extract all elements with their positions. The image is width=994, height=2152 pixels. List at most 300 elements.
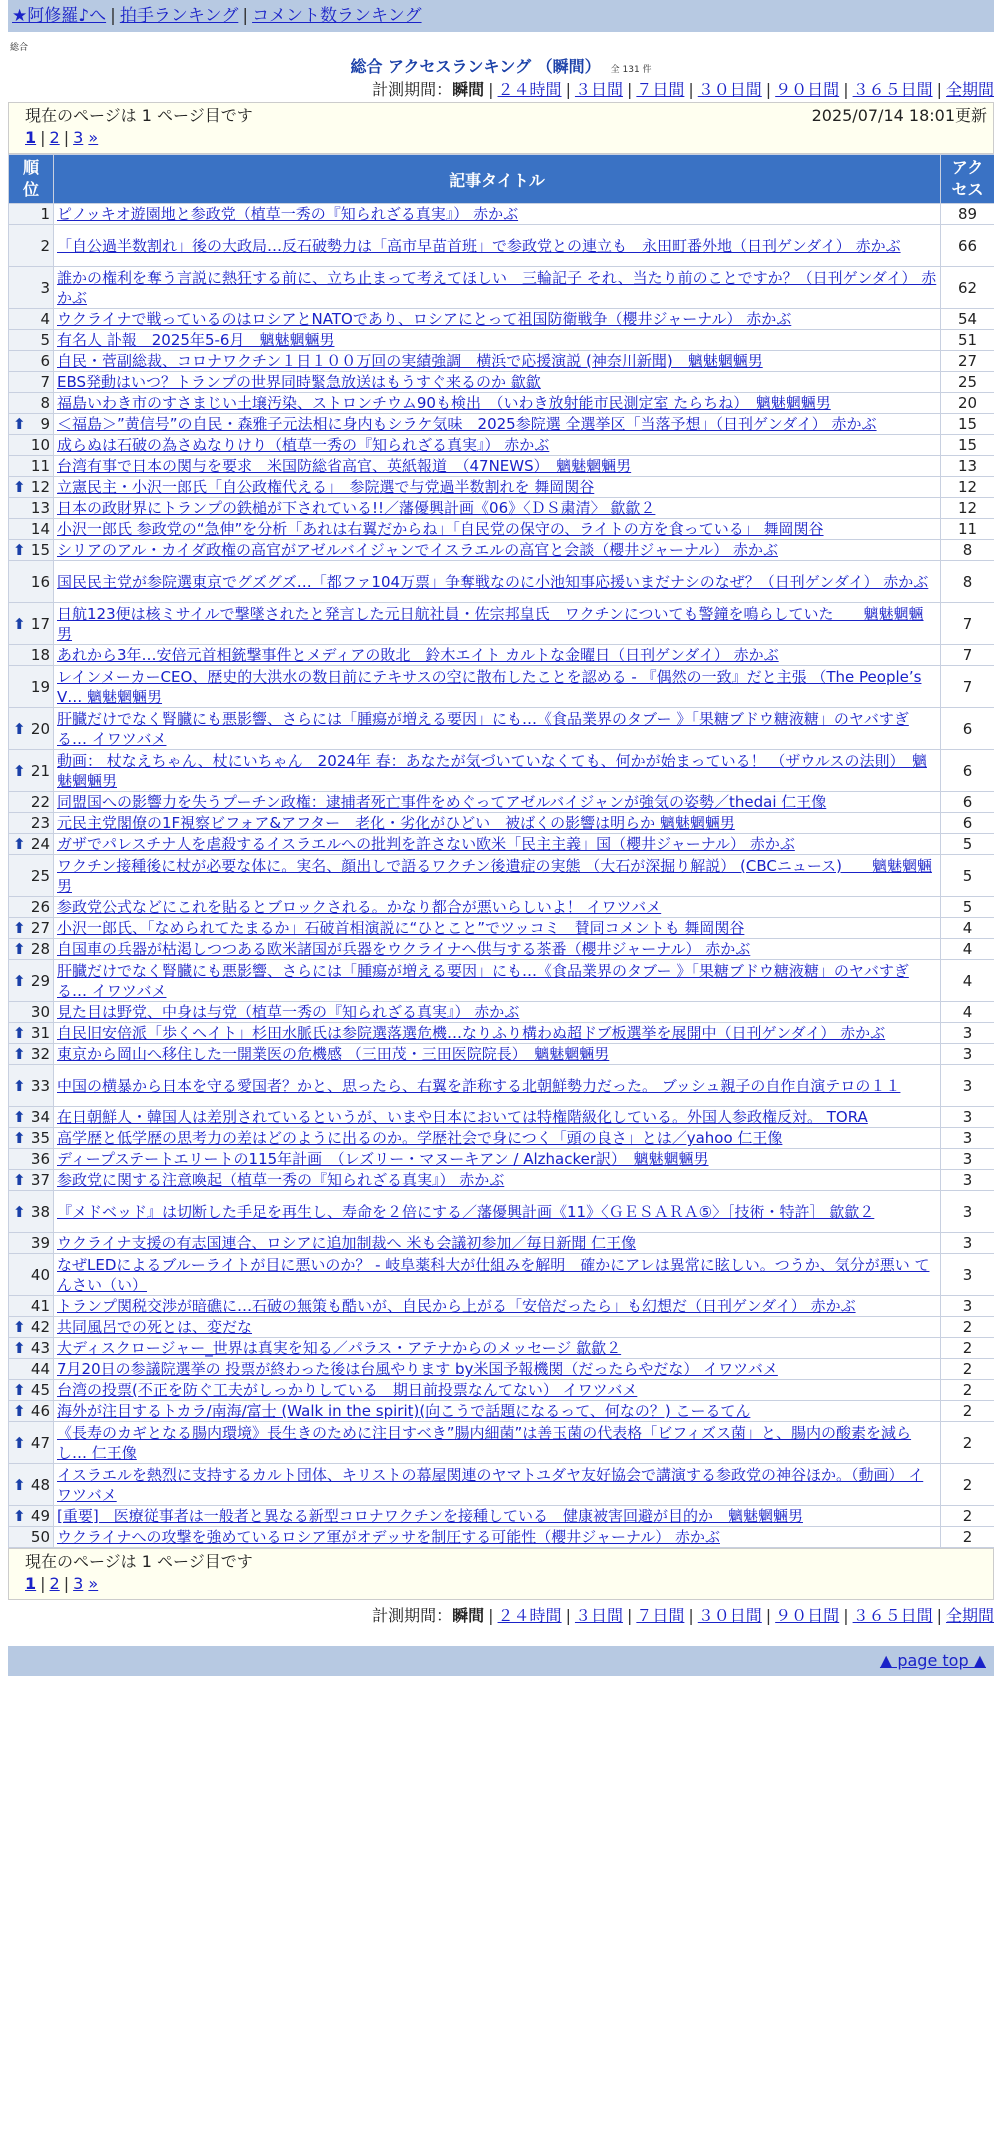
table-row <box>9 792 994 813</box>
title-cell <box>54 855 941 897</box>
access-count: 2 <box>941 1401 994 1422</box>
article-link[interactable]: ＜福島＞”黄信号”の自民・森雅子元法相に身内もシラケ気味 2025参院選 全選挙区「当落予想」（日刊ゲンダイ） 赤かぶ <box>57 415 877 433</box>
article-link[interactable]: あれから3年…安倍元首相銃撃事件とメディアの敗北 鈴木エイト カルトな金曜日（日刊ゲンダイ） 赤かぶ <box>57 646 779 664</box>
rank-up-arrow-icon: ⬆ <box>13 541 26 559</box>
article-link[interactable]: ウクライナへの攻撃を強めているロシア軍がオデッサを制圧する可能性（櫻井ジャーナル） 赤かぶ <box>57 1528 720 1546</box>
rank-up-arrow-icon: ⬆ <box>13 919 26 937</box>
table-row <box>9 267 994 309</box>
title-cell <box>54 918 941 939</box>
table-row <box>9 834 994 855</box>
article-link[interactable]: ウクライナ支援の有志国連合、ロシアに追加制裁へ 米も会議初参加／毎日新聞 仁王像 <box>57 1234 637 1252</box>
rank-cell <box>9 225 54 267</box>
page-title-text: 総合 アクセスランキング （瞬間） <box>350 57 601 76</box>
rank-cell <box>9 1149 54 1170</box>
rank-cell <box>9 1170 54 1191</box>
rank-up-arrow-icon: ⬆ <box>13 415 26 433</box>
rank-cell <box>9 267 54 309</box>
article-link[interactable]: イスラエルを熱烈に支持するカルト団体、キリストの幕屋関連のヤマトユダヤ友好協会で講演する参政党の神谷ほか。（動画） イワツバメ <box>57 1465 924 1504</box>
table-row <box>9 918 994 939</box>
table-row <box>9 351 994 372</box>
rank-cell <box>9 1044 54 1065</box>
comment-ranking-link[interactable]: コメント数ランキング <box>252 6 422 26</box>
access-count: 3 <box>941 1170 994 1191</box>
access-count: 2 <box>941 1380 994 1401</box>
rank-cell <box>9 1317 54 1338</box>
rank-cell <box>9 855 54 897</box>
rank-up-arrow-icon: ⬆ <box>13 1402 26 1420</box>
title-cell <box>54 1002 941 1023</box>
pager-top <box>8 102 994 154</box>
period-separator: | <box>843 80 849 99</box>
rank-cell <box>9 204 54 225</box>
article-link[interactable]: ガザでパレスチナ人を虐殺するイスラエルへの批判を許さない欧米「民主主義」国（櫻井ジャーナル） 赤かぶ <box>57 835 795 853</box>
access-count: 7 <box>941 645 994 666</box>
rank-number: 12 <box>30 478 50 496</box>
pager-bottom <box>8 1548 994 1600</box>
rank-up-arrow-icon: ⬆ <box>13 478 26 496</box>
title-cell <box>54 1338 941 1359</box>
period-link[interactable]: ９０日間 <box>775 80 840 99</box>
article-link[interactable]: 『メドベッド』は切断した手足を再生し、寿命を２倍にする／藩優興計画《11》〈ＧＥＳＡＲＡ⑤〉［技術・特許］ 歙歙２ <box>57 1202 875 1221</box>
title-cell <box>54 1254 941 1296</box>
rank-number: 41 <box>30 1297 50 1315</box>
access-count: 20 <box>941 393 994 414</box>
rank-number: 5 <box>40 331 50 349</box>
article-link[interactable]: 高学歴と低学歴の思考力の差はどのように出るのか。学歴社会で身につく「頭の良さ」とは／yahoo 仁王像 <box>57 1129 783 1147</box>
rank-up-arrow-icon: ⬆ <box>13 1202 26 1221</box>
access-count: 8 <box>941 540 994 561</box>
page-status: 現在のページは 1 ページ目です <box>25 106 253 125</box>
rank-cell <box>9 519 54 540</box>
title-cell <box>54 750 941 792</box>
access-count: 66 <box>941 225 994 267</box>
home-link[interactable]: ★阿修羅♪へ <box>12 6 107 26</box>
article-link[interactable]: 参政党に関する注意喚起（植草一秀の『知られざる真実』） 赤かぶ <box>57 1171 505 1189</box>
access-count: 4 <box>941 960 994 1002</box>
rank-up-arrow-icon: ⬆ <box>13 971 26 990</box>
rank-cell <box>9 645 54 666</box>
page-status-bottom: 現在のページは 1 ページ目です <box>25 1552 253 1571</box>
title-cell <box>54 1380 941 1401</box>
table-row <box>9 330 994 351</box>
rank-up-arrow-icon: ⬆ <box>13 1433 26 1452</box>
rank-up-arrow-icon: ⬆ <box>13 1381 26 1399</box>
table-row <box>9 960 994 1002</box>
title-cell <box>54 267 941 309</box>
title-cell <box>54 1506 941 1527</box>
page-links <box>25 127 987 149</box>
article-link[interactable]: 同盟国への影響力を失うプーチン政権：逮捕者死亡事件をめぐってアゼルバイジャンが強気の姿勢／thedai 仁王像 <box>57 793 827 811</box>
article-link[interactable]: なぜLEDによるブルーライトが目に悪いのか？ - 岐阜薬科大が仕組みを解明 確かにアレは異常に眩しい。つうか、気分が悪い てんさい（い） <box>57 1255 930 1294</box>
article-link[interactable]: 在日朝鮮人・韓国人は差別されているというが、いまや日本においては特権階級化している。外国人参政権反対。 TORA <box>57 1108 868 1126</box>
title-cell <box>54 792 941 813</box>
access-count: 62 <box>941 267 994 309</box>
table-row <box>9 1317 994 1338</box>
table-row <box>9 540 994 561</box>
page-top-link[interactable]: ▲ page top ▲ <box>879 1651 986 1670</box>
rank-number: 21 <box>30 761 50 780</box>
title-cell <box>54 813 941 834</box>
table-row <box>9 1128 994 1149</box>
period-link[interactable]: 全期間 <box>945 1606 994 1625</box>
rank-number: 42 <box>30 1318 50 1336</box>
rank-number: 47 <box>30 1433 50 1452</box>
period-separator: | <box>565 1606 571 1625</box>
rank-cell <box>9 1002 54 1023</box>
rank-number: 2 <box>40 236 50 255</box>
rank-cell <box>9 1464 54 1506</box>
rank-cell <box>9 351 54 372</box>
period-link[interactable]: ３日間 <box>574 80 623 99</box>
rank-number: 14 <box>30 520 50 538</box>
access-count: 5 <box>941 834 994 855</box>
title-cell <box>54 225 941 267</box>
access-count: 3 <box>941 1044 994 1065</box>
period-separator: | <box>765 1606 772 1625</box>
article-link[interactable]: 東京から岡山へ移住した一開業医の危機感 （三田茂・三田医院院長） 魑魅魍魎男 <box>57 1045 610 1063</box>
article-link[interactable]: 共同風呂での死とは、変だな <box>57 1318 253 1336</box>
access-count: 12 <box>941 477 994 498</box>
access-count: 2 <box>941 1464 994 1506</box>
access-count: 2 <box>941 1506 994 1527</box>
period-link[interactable]: ２４時間 <box>497 1606 562 1625</box>
article-link[interactable]: 国民民主党が参院選東京でグズグズ…「都ファ104万票」争奪戦なのに小池知事応援いまだナシのなぜ？（日刊ゲンダイ） 赤かぶ <box>57 572 929 591</box>
period-selector-top <box>8 78 994 102</box>
rank-number: 35 <box>30 1129 50 1147</box>
article-link[interactable]: 海外が注目するトカラ/南海/富士 (Walk in the spirit)(向こうで話題になるって、何なの？) こーるてん <box>57 1402 751 1420</box>
title-cell <box>54 309 941 330</box>
access-count: 3 <box>941 1296 994 1317</box>
period-link[interactable]: ３６５日間 <box>852 1606 933 1625</box>
access-count: 13 <box>941 456 994 477</box>
period-link[interactable]: ３６５日間 <box>852 80 933 99</box>
title-cell <box>54 1401 941 1422</box>
period-current: 瞬間 <box>452 80 485 99</box>
rank-up-arrow-icon: ⬆ <box>13 1171 26 1189</box>
title-cell <box>54 645 941 666</box>
period-link[interactable]: ２４時間 <box>497 80 562 99</box>
rank-number: 25 <box>30 866 50 885</box>
rank-number: 38 <box>30 1202 50 1221</box>
rank-number: 3 <box>40 278 50 297</box>
table-row <box>9 1233 994 1254</box>
table-row <box>9 1380 994 1401</box>
rank-cell <box>9 1338 54 1359</box>
rank-number: 20 <box>30 719 50 738</box>
top-nav-bar <box>8 0 994 32</box>
table-row <box>9 897 994 918</box>
table-row <box>9 1338 994 1359</box>
rank-number: 16 <box>30 572 50 591</box>
page-current: 1 <box>25 1574 37 1593</box>
period-link[interactable]: ７日間 <box>636 80 685 99</box>
article-link[interactable]: 福島いわき市のすさまじい土壌汚染、ストロンチウム90も検出 （いわき放射能市民測定室 たらちね） 魑魅魍魎男 <box>57 394 831 412</box>
article-link[interactable]: 元民主党閣僚の1F視察ビフォア&アフター 老化・劣化がひどい 被ばくの影響は明らか 魑魅魍魎男 <box>57 814 735 832</box>
header-title: 記事タイトル <box>54 155 941 204</box>
access-count: 2 <box>941 1422 994 1464</box>
period-link[interactable]: ３０日間 <box>697 80 762 99</box>
rank-cell <box>9 1527 54 1548</box>
rank-number: 43 <box>30 1339 50 1357</box>
table-row <box>9 1107 994 1128</box>
rank-number: 34 <box>30 1108 50 1126</box>
page-link[interactable]: 2 <box>49 128 60 147</box>
article-link[interactable]: 《長寿のカギとなる腸内環境》長生きのために注目すべき”腸内細菌”は善玉菌の代表格「ビフィズス菌」と、腸内の酸素を減らし… 仁王像 <box>57 1423 912 1462</box>
page-link[interactable]: 2 <box>49 1574 60 1593</box>
article-link[interactable]: [重要] 医療従事者は一般者と異なる新型コロナワクチンを接種している 健康被害回避が目的か 魑魅魍魎男 <box>57 1507 803 1525</box>
rank-cell <box>9 1296 54 1317</box>
rank-number: 46 <box>30 1402 50 1420</box>
access-count: 3 <box>941 1233 994 1254</box>
table-row <box>9 456 994 477</box>
article-link[interactable]: 誰かの権利を奪う言説に熱狂する前に、立ち止まって考えてほしい 三輪記子 それ、当たり前のことですか？（日刊ゲンダイ） 赤かぶ <box>57 268 937 307</box>
rank-up-arrow-icon: ⬆ <box>13 1108 26 1126</box>
article-link[interactable]: シリアのアル・カイダ政権の高官がアゼルバイジャンでイスラエルの高官と会談（櫻井ジャーナル） 赤かぶ <box>57 541 779 559</box>
article-link[interactable]: 成らぬは石破の為さぬなりけり（植草一秀の『知られざる真実』） 赤かぶ <box>57 436 550 454</box>
page-link[interactable]: 3 <box>73 1574 84 1593</box>
table-row <box>9 1170 994 1191</box>
rank-number: 39 <box>30 1234 50 1252</box>
access-count: 5 <box>941 855 994 897</box>
access-count: 6 <box>941 813 994 834</box>
rank-number: 10 <box>30 436 50 454</box>
table-row <box>9 1296 994 1317</box>
table-row <box>9 1191 994 1233</box>
article-link[interactable]: 自国車の兵器が枯渇しつつある欧米諸国が兵器をウクライナへ供与する茶番（櫻井ジャーナル） 赤かぶ <box>57 940 751 958</box>
period-link[interactable]: ３０日間 <box>697 1606 762 1625</box>
article-link[interactable]: 有名人 訃報 2025年5-6月 魑魅魍魎男 <box>57 331 335 349</box>
rank-cell <box>9 939 54 960</box>
rank-cell <box>9 540 54 561</box>
article-link[interactable]: トランプ関税交渉が暗礁に…石破の無策も酷いが、自民から上がる「安倍だったら」も幻想だ（日刊ゲンダイ） 赤かぶ <box>57 1297 856 1315</box>
rank-up-arrow-icon: ⬆ <box>13 614 26 633</box>
rank-up-arrow-icon: ⬆ <box>13 835 26 853</box>
article-link[interactable]: ピノッキオ遊園地と参政党（植草一秀の『知られざる真実』） 赤かぶ <box>57 205 519 223</box>
title-cell <box>54 960 941 1002</box>
title-cell <box>54 1044 941 1065</box>
page-title <box>8 56 994 78</box>
rank-number: 1 <box>40 205 50 223</box>
access-count: 15 <box>941 414 994 435</box>
next-page-link[interactable]: » <box>88 128 99 147</box>
rank-cell <box>9 456 54 477</box>
rank-number: 15 <box>30 541 50 559</box>
title-cell <box>54 1149 941 1170</box>
article-link[interactable]: レインメーカーCEO、歴史的大洪水の数日前にテキサスの空に散布したことを認める - 『偶然の一致』だと主張 （The People’s V… 魑魅魍魎男 <box>57 667 922 706</box>
rank-number: 37 <box>30 1171 50 1189</box>
article-link[interactable]: 台湾の投票(不正を防ぐ工夫がしっかりしている 期日前投票なんてない） イワツバメ <box>57 1381 638 1399</box>
rank-number: 32 <box>30 1045 50 1063</box>
rank-cell <box>9 1107 54 1128</box>
table-row <box>9 750 994 792</box>
period-separator: | <box>936 1606 942 1625</box>
table-row <box>9 603 994 645</box>
title-cell <box>54 435 941 456</box>
rank-number: 27 <box>30 919 50 937</box>
table-row <box>9 309 994 330</box>
article-link[interactable]: 中国の横暴から日本を守る愛国者？かと、思ったら、右翼を詐称する北朝鮮勢力だった。 ブッシュ親子の自作自演テロの１１ <box>57 1076 901 1095</box>
access-count: 7 <box>941 603 994 645</box>
ranking-table <box>8 154 994 1548</box>
article-link[interactable]: ウクライナで戦っているのはロシアとNATOであり、ロシアにとって祖国防衛戦争（櫻井ジャーナル） 赤かぶ <box>57 310 792 328</box>
table-row <box>9 1149 994 1170</box>
rank-cell <box>9 897 54 918</box>
article-link[interactable]: 大ディスクロージャー_世界は真実を知る／パラス・アテナからのメッセージ 歙歙２ <box>57 1339 622 1357</box>
rank-number: 8 <box>40 394 50 412</box>
rank-cell <box>9 561 54 603</box>
article-link[interactable]: 「自公過半数割れ」後の大政局…反石破勢力は「高市早苗首班」で参政党との連立も 永田町番外地（日刊ゲンダイ） 赤かぶ <box>57 236 901 255</box>
rank-cell <box>9 792 54 813</box>
access-count: 27 <box>941 351 994 372</box>
title-cell <box>54 393 941 414</box>
article-link[interactable]: ワクチン接種後に杖が必要な体に。実名、顔出しで語るワクチン後遺症の実態 （大石が深掘り解説） (CBCニュース) 魑魅魍魎男 <box>57 856 932 895</box>
rank-cell <box>9 1359 54 1380</box>
rank-cell <box>9 330 54 351</box>
period-selector-bottom <box>8 1604 994 1628</box>
article-link[interactable]: 7月20日の参議院選挙の 投票が終わった後は台風やります by米国予報機関（だったらやだな） イワツバメ <box>57 1360 778 1378</box>
table-row <box>9 1401 994 1422</box>
table-row <box>9 414 994 435</box>
rank-number: 28 <box>30 940 50 958</box>
rank-cell <box>9 1128 54 1149</box>
rank-up-arrow-icon: ⬆ <box>13 1507 26 1525</box>
rank-number: 36 <box>30 1150 50 1168</box>
title-cell <box>54 1065 941 1107</box>
access-count: 3 <box>941 1065 994 1107</box>
article-link[interactable]: 動画： 杖なえちゃん、杖にいちゃん 2024年 春：あなたが気づいていなくても、何かが始まっている！ （ザウルスの法則） 魑魅魍魎男 <box>57 751 927 790</box>
page-links-bottom <box>25 1573 987 1595</box>
access-count: 12 <box>941 498 994 519</box>
footer-bar <box>8 1646 994 1676</box>
article-link[interactable]: 日本の政財界にトランプの鉄槌が下されている!!／藩優興計画《06》〈ＤＳ粛清〉 歙歙２ <box>57 499 656 517</box>
rank-number: 33 <box>30 1076 50 1095</box>
article-link[interactable]: 小沢一郎氏 参政党の“急伸”を分析「あれは右翼だからね」「自民党の保守の、ライトの方を食っている」 舞岡関谷 <box>57 520 824 538</box>
page-link[interactable]: 3 <box>73 128 84 147</box>
title-cell <box>54 708 941 750</box>
article-link[interactable]: 日航123便は核ミサイルで撃墜されたと発言した元日航社員・佐宗邦皇氏 ワクチンについても警鐘を鳴らしていた 魑魅魍魎男 <box>57 604 924 643</box>
period-label: 計測期間： <box>372 80 453 99</box>
nav-separator: | <box>110 6 116 26</box>
title-cell <box>54 1422 941 1464</box>
article-link[interactable]: EBS発動はいつ？トランプの世界同時緊急放送はもうすぐ来るのか 歙歙 <box>57 373 541 391</box>
title-cell <box>54 666 941 708</box>
period-current: 瞬間 <box>452 1606 485 1625</box>
article-link[interactable]: 台湾有事で日本の関与を要求 米国防総省高官、英紙報道 （47NEWS） 魑魅魍魎男 <box>57 457 632 475</box>
rank-number: 17 <box>30 614 50 633</box>
access-count: 3 <box>941 1254 994 1296</box>
access-count: 51 <box>941 330 994 351</box>
period-separator: | <box>936 80 942 99</box>
article-link[interactable]: ディープステートエリートの115年計画 （レズリー・マヌーキアン / Alzhacker訳） 魑魅魍魎男 <box>57 1150 709 1168</box>
access-count: 2 <box>941 1359 994 1380</box>
rank-cell <box>9 708 54 750</box>
rank-number: 31 <box>30 1024 50 1042</box>
table-row <box>9 1002 994 1023</box>
access-count: 3 <box>941 1191 994 1233</box>
rank-number: 18 <box>30 646 50 664</box>
table-row <box>9 1464 994 1506</box>
article-link[interactable]: 小沢一郎氏、「なめられてたまるか」石破首相演説に“ひとこと”でツッコミ 賛同コメントも 舞岡関谷 <box>57 919 745 937</box>
rank-up-arrow-icon: ⬆ <box>13 1339 26 1357</box>
rank-number: 29 <box>30 971 50 990</box>
rank-number: 45 <box>30 1381 50 1399</box>
rank-up-arrow-icon: ⬆ <box>13 719 26 738</box>
rank-up-arrow-icon: ⬆ <box>13 1318 26 1336</box>
rank-number: 50 <box>30 1528 50 1546</box>
article-link[interactable]: 立憲民主・小沢一郎氏「自公政権代える」 参院選で与党過半数割れを 舞岡関谷 <box>57 478 595 496</box>
page-separator: | <box>40 1574 46 1593</box>
rank-up-arrow-icon: ⬆ <box>13 1475 26 1494</box>
period-link[interactable]: ３日間 <box>574 1606 623 1625</box>
rank-up-arrow-icon: ⬆ <box>13 1129 26 1147</box>
title-cell <box>54 204 941 225</box>
access-count: 15 <box>941 435 994 456</box>
table-row <box>9 393 994 414</box>
access-count: 2 <box>941 1317 994 1338</box>
rank-cell <box>9 603 54 645</box>
rank-number: 6 <box>40 352 50 370</box>
article-link[interactable]: 自民旧安倍派「歩くヘイト」杉田水脈氏は参院選落選危機…なりふり構わぬ超ドブ板選挙を展開中（日刊ゲンダイ） 赤かぶ <box>57 1024 886 1042</box>
table-row <box>9 708 994 750</box>
next-page-link[interactable]: » <box>88 1574 99 1593</box>
rank-number: 11 <box>30 457 50 475</box>
table-row <box>9 498 994 519</box>
title-cell <box>54 1128 941 1149</box>
table-row <box>9 1359 994 1380</box>
access-count: 89 <box>941 204 994 225</box>
article-link[interactable]: 肝臓だけでなく腎臓にも悪影響、さらには「腫瘍が増える要因」にも…《食品業界のタブー 》「果糖ブドウ糖液糖」のヤバすぎる… イワツバメ <box>57 961 909 1000</box>
period-link[interactable]: 全期間 <box>945 80 994 99</box>
title-cell <box>54 1317 941 1338</box>
rank-cell <box>9 1023 54 1044</box>
page-current: 1 <box>25 128 37 147</box>
rank-cell <box>9 1380 54 1401</box>
rank-number: 9 <box>40 415 50 433</box>
period-separator: | <box>626 80 633 99</box>
clap-ranking-link[interactable]: 拍手ランキング <box>119 6 239 26</box>
period-separator: | <box>843 1606 849 1625</box>
period-separator: | <box>688 80 694 99</box>
table-row <box>9 645 994 666</box>
article-link[interactable]: 自民・菅副総裁、コロナワクチン１日１００万回の実績強調 横浜で応援演説 (神奈川新聞) 魑魅魍魎男 <box>57 352 763 370</box>
title-cell <box>54 603 941 645</box>
title-cell <box>54 1464 941 1506</box>
period-separator: | <box>626 1606 633 1625</box>
access-count: 25 <box>941 372 994 393</box>
table-row <box>9 855 994 897</box>
rank-up-arrow-icon: ⬆ <box>13 940 26 958</box>
table-row <box>9 1422 994 1464</box>
access-count: 11 <box>941 519 994 540</box>
rank-up-arrow-icon: ⬆ <box>13 761 26 780</box>
table-row <box>9 372 994 393</box>
article-link[interactable]: 参政党公式などにこれを貼るとブロックされる。かなり都合が悪いらしいよ！ イワツバメ <box>57 898 662 916</box>
rank-cell <box>9 666 54 708</box>
access-count: 6 <box>941 708 994 750</box>
article-link[interactable]: 見た目は野党、中身は与党（植草一秀の『知られざる真実』） 赤かぶ <box>57 1003 520 1021</box>
rank-cell <box>9 834 54 855</box>
updated-timestamp: 2025/07/14 18:01更新 <box>811 106 987 125</box>
period-link[interactable]: ７日間 <box>636 1606 685 1625</box>
access-count: 3 <box>941 1107 994 1128</box>
title-cell <box>54 498 941 519</box>
article-link[interactable]: 肝臓だけでなく腎臓にも悪影響、さらには「腫瘍が増える要因」にも…《食品業界のタブー 》「果糖ブドウ糖液糖」のヤバすぎる… イワツバメ <box>57 709 909 748</box>
page-separator: | <box>63 1574 70 1593</box>
period-link[interactable]: ９０日間 <box>775 1606 840 1625</box>
title-cell <box>54 1023 941 1044</box>
rank-cell <box>9 435 54 456</box>
title-cell <box>54 561 941 603</box>
